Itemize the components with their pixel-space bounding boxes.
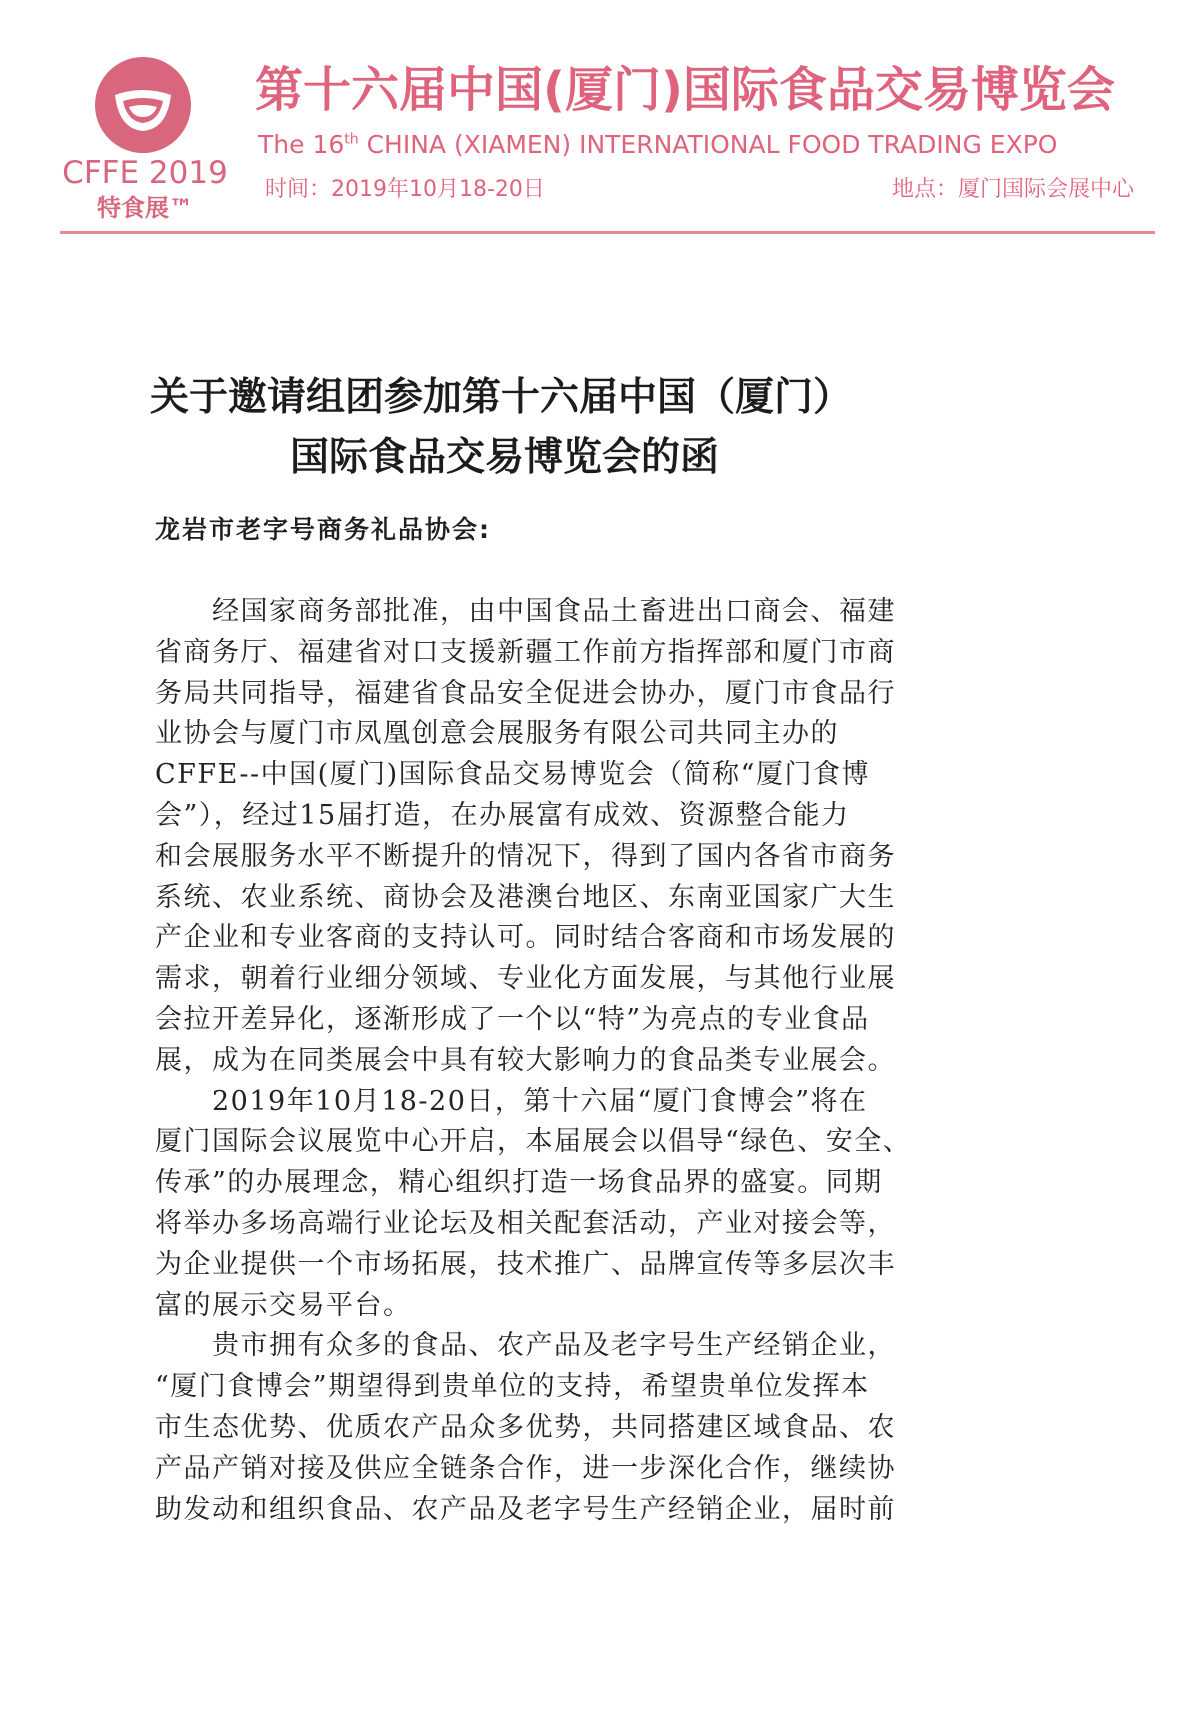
body-text-line: 省商务厅、福建省对口支援新疆工作前方指挥部和厦门市商: [155, 636, 896, 668]
body-text-line: 会拉开差异化，逐渐形成了一个以“特”为亮点的专业食品: [155, 1003, 870, 1035]
body-text-line: 经国家商务部批准，由中国食品土畜进出口商会、福建: [155, 596, 896, 627]
body-text-line: “厦门食博会”期望得到贵单位的支持，希望贵单位发挥本: [155, 1371, 870, 1403]
expo-venue: 地点：厦门国际会展中心: [891, 177, 1134, 202]
body-text-line: 会”），经过15届打造，在办展富有成效、资源整合能力: [155, 799, 850, 831]
body-text-line: 产品产销对接及供应全链条合作，进一步深化合作，继续协: [155, 1452, 896, 1484]
expo-subtitle-sup: th: [344, 131, 359, 148]
header-divider: [60, 231, 1155, 234]
body-text-line: 为企业提供一个市场拓展，技术推广、品牌宣传等多层次丰: [155, 1248, 896, 1280]
body-text-line: 业协会与厦门市凤凰创意会展服务有限公司共同主办的: [155, 718, 839, 750]
body-text-line: 系统、农业系统、商协会及港澳台地区、东南亚国家广大生: [155, 881, 896, 913]
logo-text-cn: 特食展™: [97, 194, 193, 222]
expo-subtitle-post: CHINA (XIAMEN) INTERNATIONAL FOOD TRADING EXPO: [358, 130, 1058, 159]
salutation: 龙岩市老字号商务礼品协会:: [155, 515, 491, 544]
body-text-line: 需求，朝着行业细分领域、专业化方面发展，与其他行业展: [155, 963, 896, 995]
expo-time: 时间：2019年10月18-20日: [265, 177, 545, 202]
logo-text-en: CFFE 2019: [62, 155, 228, 191]
body-text-line: 贵市拥有众多的食品、农产品及老字号生产经销企业，: [155, 1330, 896, 1362]
document-title-line: 国际食品交易博览会的函: [290, 435, 720, 480]
body-text-line: 厦门国际会议展览中心开启，本届展会以倡导“绿色、安全、: [155, 1126, 912, 1158]
body-text-line: 传承”的办展理念，精心组织打造一场食品界的盛宴。同期: [155, 1167, 883, 1199]
document-title: [150, 368, 1050, 488]
body-text-line: 富的展示交易平台。: [155, 1289, 412, 1321]
letter-body: [155, 592, 1035, 1530]
body-text-line: 产企业和专业客商的支持认可。同时结合客商和市场发展的: [155, 922, 896, 954]
document-title-line: 关于邀请组团参加第十六届中国（厦门）: [150, 375, 853, 420]
body-text-line: 市生态优势、优质农产品众多优势，共同搭建区域食品、农: [155, 1411, 896, 1443]
expo-subtitle: [258, 128, 1148, 162]
body-text-line: 助发动和组织食品、农产品及老字号生产经销企业，届时前: [155, 1493, 896, 1525]
body-text-line: 和会展服务水平不断提升的情况下，得到了国内各省市商务: [155, 840, 896, 872]
expo-title: 第十六届中国(厦门)国际食品交易博览会: [255, 62, 1115, 118]
expo-subtitle-pre: The 16: [258, 130, 345, 159]
cffe-smile-logo-icon: [93, 55, 193, 155]
body-text-line: CFFE--中国(厦门)国际食品交易博览会（简称“厦门食博: [155, 759, 870, 791]
body-text-line: 将举办多场高端行业论坛及相关配套活动，产业对接会等，: [155, 1207, 896, 1239]
body-text-line: 展，成为在同类展会中具有较大影响力的食品类专业展会。: [155, 1044, 896, 1076]
letterhead: [0, 0, 1204, 250]
body-text-line: 2019年10月18-20日，第十六届“厦门食博会”将在: [155, 1085, 868, 1117]
body-text-line: 务局共同指导，福建省食品安全促进会协办，厦门市食品行: [155, 677, 896, 709]
cffe-logo: [55, 55, 235, 222]
